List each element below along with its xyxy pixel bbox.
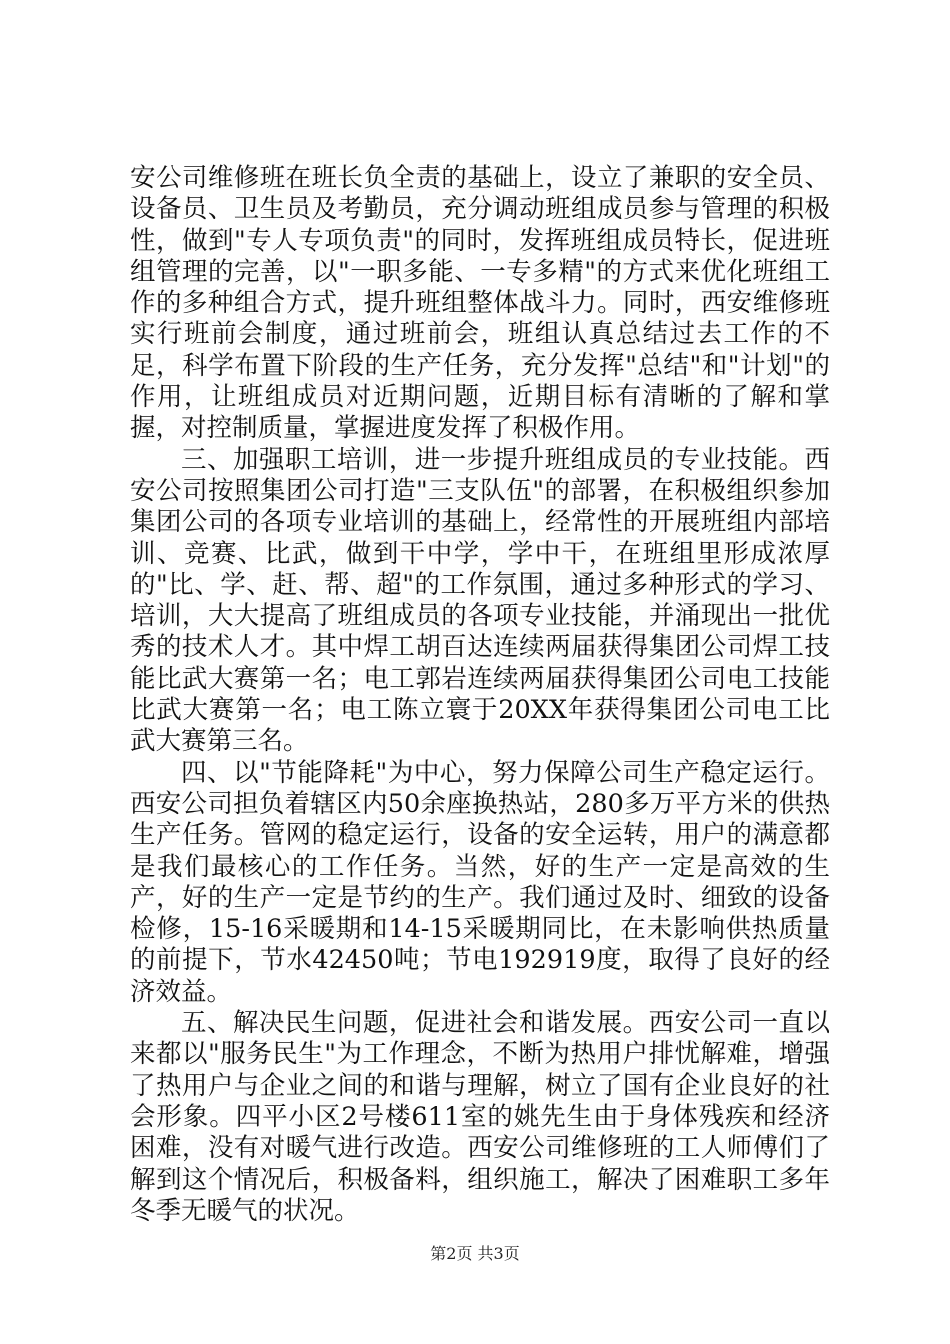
paragraph-livelihood: 五、解决民生问题，促进社会和谐发展。西安公司一直以来都以"服务民生"为工作理念，不断为热用户排忧解难，增强了热用户与企业之间的和谐与理解，树立了国有企业良好的社会形象。四平小区2号楼611室的姚先生由于身体残疾和经济困难，没有对暖气进行改造。西安公司维修班的工人师傅们了解到这个情况后，积极备料，组织施工，解决了困难职工多年冬季无暖气的状况。 (130, 1008, 830, 1226)
page-footer (0, 1244, 950, 1264)
document-body (130, 163, 830, 1227)
page-number: 第2页 共3页 (430, 1244, 520, 1263)
paragraph-continued: 安公司维修班在班长负全责的基础上，设立了兼职的安全员、设备员、卫生员及考勤员，充分调动班组成员参与管理的积极性，做到"专人专项负责"的同时，发挥班组成员特长，促进班组管理的完善，以"一职多能、一专多精"的方式来优化班组工作的多种组合方式，提升班组整体战斗力。同时，西安维修班实行班前会制度，通过班前会，班组认真总结过去工作的不足，科学布置下阶段的生产任务，充分发挥"总结"和"计划"的作用，让班组成员对近期问题，近期目标有清晰的了解和掌握，对控制质量，掌握进度发挥了积极作用。 (130, 163, 830, 444)
paragraph-energy-saving: 四、以"节能降耗"为中心，努力保障公司生产稳定运行。西安公司担负着辖区内50余座换热站，280多万平方米的供热生产任务。管网的稳定运行，设备的安全运转，用户的满意都是我们最核心的工作任务。当然，好的生产一定是高效的生产，好的生产一定是节约的生产。我们通过及时、细致的设备检修，15-16采暖期和14-15采暖期同比，在未影响供热质量的前提下，节水42450吨；节电192919度，取得了良好的经济效益。 (130, 757, 830, 1007)
paragraph-staff-training: 三、加强职工培训，进一步提升班组成员的专业技能。西安公司按照集团公司打造"三支队伍"的部署，在积极组织参加集团公司的各项专业培训的基础上，经常性的开展班组内部培训、竞赛、比武，做到干中学，学中干，在班组里形成浓厚的"比、学、赶、帮、超"的工作氛围，通过多种形式的学习、培训，大大提高了班组成员的各项专业技能，并涌现出一批优秀的技术人才。其中焊工胡百达连续两届获得集团公司焊工技能比武大赛第一名；电工郭岩连续两届获得集团公司电工技能比武大赛第一名；电工陈立寰于20XX年获得集团公司电工比武大赛第三名。 (130, 444, 830, 757)
